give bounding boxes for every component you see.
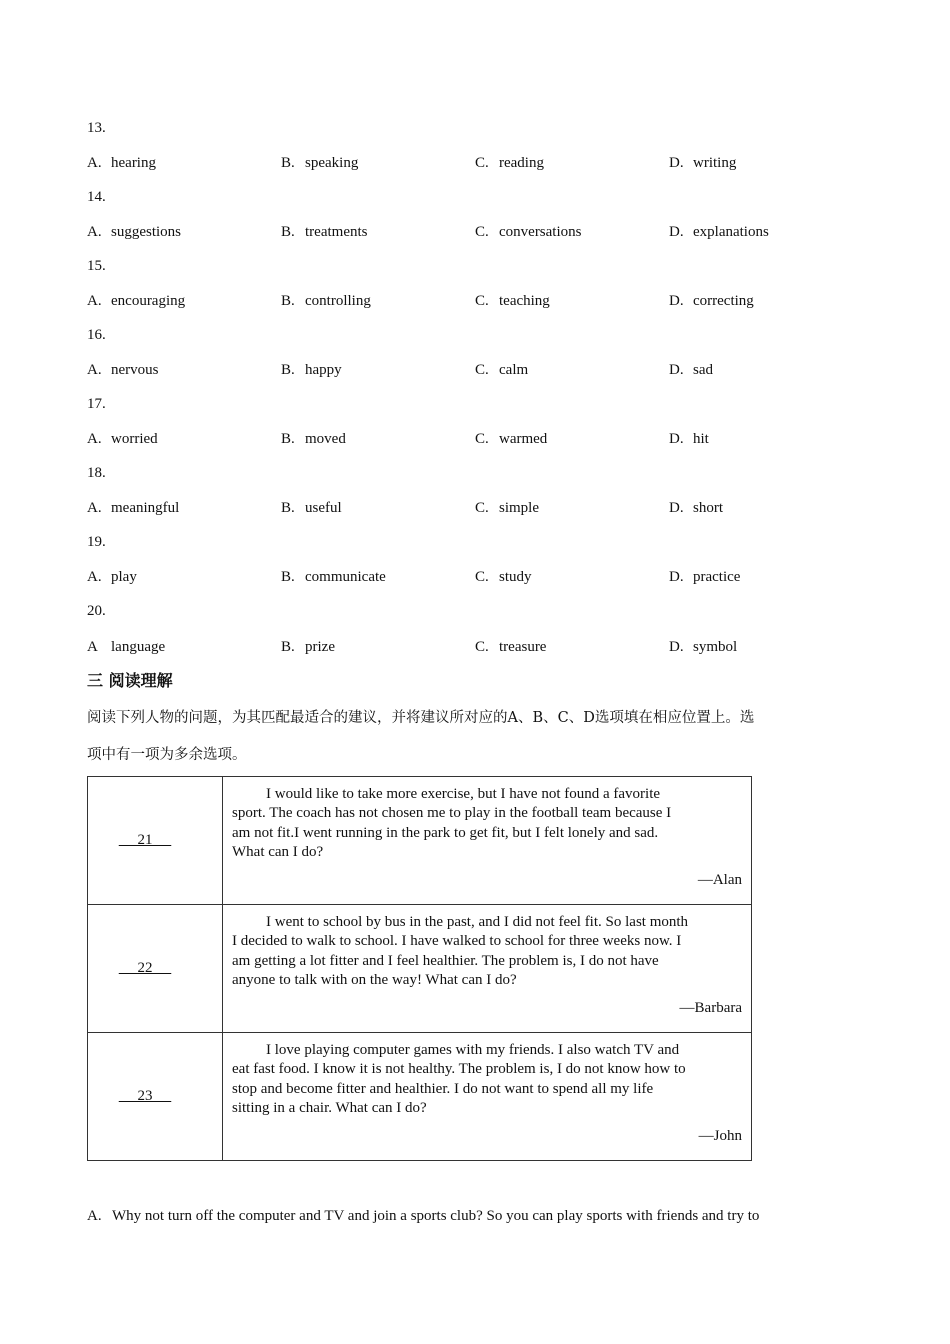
option-letter: A. [87, 500, 102, 516]
instruction-line-2: 项中有一项为多余选项。 [87, 747, 247, 763]
answer-blank[interactable]: 23 [137, 1088, 153, 1104]
option-text: explanations [693, 224, 769, 240]
option-letter: D. [669, 224, 684, 240]
text-line: I would like to take more exercise, but I have not found a favorite [266, 786, 661, 802]
option-text: practice [693, 569, 741, 585]
option [87, 361, 159, 379]
option [87, 292, 185, 310]
option-text: moved [305, 431, 346, 447]
option-letter: D. [669, 155, 684, 171]
option [475, 568, 532, 586]
matching-table [87, 776, 752, 1161]
option [281, 638, 335, 656]
option [669, 430, 709, 448]
option [87, 154, 156, 172]
option-text: short [693, 500, 723, 516]
option-letter: A. [87, 224, 102, 240]
answer-blank[interactable]: 21 [137, 832, 153, 848]
signature: —Alan [697, 871, 742, 888]
text-line: sport. The coach has not chosen me to play in the football team because I [232, 805, 672, 822]
text-line: eat fast food. I know it is not healthy. The problem is, I do not know how to [232, 1061, 686, 1078]
option-text: writing [693, 155, 737, 171]
option-letter: D. [669, 431, 684, 447]
question-number: 16. [87, 327, 106, 343]
option-text: study [499, 569, 532, 585]
option [87, 223, 181, 241]
option [669, 154, 736, 172]
option [281, 499, 342, 517]
option-letter: C. [475, 293, 489, 309]
option [281, 361, 342, 379]
option-letter: B. [281, 293, 295, 309]
text-line: stop and become fitter and healthier. I do not want to spend all my life [232, 1080, 654, 1097]
option-text: hit [693, 431, 709, 447]
option [669, 499, 723, 517]
option-letter: A. [87, 431, 102, 447]
option-text: speaking [305, 155, 359, 171]
option-letter: C. [475, 431, 489, 447]
option-letter: C. [475, 362, 489, 378]
option-letter: B. [281, 362, 295, 378]
option-letter: A. [87, 293, 102, 309]
option [475, 292, 550, 310]
option-text: treasure [499, 639, 547, 655]
problem-cell [223, 1033, 752, 1161]
answer-cell [88, 1033, 223, 1161]
option-letter: C. [475, 224, 489, 240]
option [669, 292, 754, 310]
option-letter: A [87, 639, 98, 655]
option-letter: A. [87, 569, 102, 585]
problem-cell [223, 777, 752, 905]
option [475, 223, 581, 241]
option [475, 638, 546, 656]
table-row [88, 777, 752, 905]
option-text: communicate [305, 569, 386, 585]
option [281, 223, 367, 241]
option [87, 430, 158, 448]
text-line: am not fit.I went running in the park to get fit, but I felt lonely and sad. [232, 824, 659, 841]
option [669, 223, 769, 241]
option [475, 154, 544, 172]
option-text: language [111, 639, 166, 655]
option-text: happy [305, 362, 342, 378]
option [87, 499, 179, 517]
option [475, 499, 539, 517]
option [475, 430, 547, 448]
option-text: warmed [499, 431, 548, 447]
option [669, 361, 713, 379]
text-line: sitting in a chair. What can I do? [232, 1100, 427, 1117]
option-text: hearing [111, 155, 156, 171]
option [669, 568, 740, 586]
instruction-line-1: 阅读下列人物的问题，为其匹配最适合的建议，并将建议所对应的A、B、C、D选项填在相应位置上。选 [87, 710, 755, 726]
option-letter: B. [281, 155, 295, 171]
option-letter: C. [475, 569, 489, 585]
question-number: 14. [87, 189, 106, 205]
option-text: conversations [499, 224, 582, 240]
option-text: sad [693, 362, 713, 378]
answer-cell [88, 777, 223, 905]
text-line: am getting a lot fitter and I feel healthier. The problem is, I do not have [232, 952, 659, 969]
signature: —Barbara [679, 999, 742, 1016]
option-text: suggestions [111, 224, 182, 240]
option-letter: B. [281, 500, 295, 516]
option-text: prize [305, 639, 335, 655]
question-number: 18. [87, 465, 106, 481]
question-number: 15. [87, 258, 106, 274]
answer-blank[interactable]: 22 [137, 960, 153, 976]
option-text: Why not turn off the computer and TV and join a sports club? So you can play sports with friends and try to [112, 1208, 760, 1224]
option [87, 568, 137, 586]
option-text: controlling [305, 293, 371, 309]
option-text: meaningful [111, 500, 180, 516]
option-text: useful [305, 500, 342, 516]
option-letter: A. [87, 1208, 102, 1224]
option-letter: B. [281, 431, 295, 447]
option [281, 568, 386, 586]
problem-cell [223, 905, 752, 1033]
section-heading: 三 阅读理解 [87, 671, 173, 690]
signature: —John [698, 1127, 742, 1144]
option [281, 430, 346, 448]
text-line: anyone to talk with on the way! What can I do? [232, 972, 517, 989]
text-line: I went to school by bus in the past, and I did not feel fit. So last month [266, 914, 689, 930]
text-line: What can I do? [232, 844, 324, 861]
option-text: worried [111, 431, 158, 447]
option-text: symbol [693, 639, 738, 655]
question-number: 17. [87, 396, 106, 412]
option-letter: C. [475, 639, 489, 655]
table-row [88, 1033, 752, 1161]
option-text: calm [499, 362, 529, 378]
option-letter: D. [669, 569, 684, 585]
option-letter: D. [669, 362, 684, 378]
option [669, 638, 737, 656]
table-row [88, 905, 752, 1033]
option-text: play [111, 569, 137, 585]
option-text: correcting [693, 293, 754, 309]
option-letter: B. [281, 639, 295, 655]
question-number: 20. [87, 603, 106, 619]
option [281, 154, 358, 172]
answer-cell [88, 905, 223, 1033]
option-text: teaching [499, 293, 550, 309]
question-number: 13. [87, 120, 106, 136]
option-letter: D. [669, 293, 684, 309]
option-letter: C. [475, 155, 489, 171]
option-letter: C. [475, 500, 489, 516]
option-letter: D. [669, 500, 684, 516]
option-text: simple [499, 500, 539, 516]
option-letter: A. [87, 155, 102, 171]
option-letter: A. [87, 362, 102, 378]
option [87, 638, 165, 656]
option-letter: B. [281, 569, 295, 585]
option-text: nervous [111, 362, 159, 378]
question-number: 19. [87, 534, 106, 550]
advice-option-a [87, 1207, 759, 1225]
option-letter: B. [281, 224, 295, 240]
text-line: I decided to walk to school. I have walked to school for three weeks now. I [232, 933, 682, 950]
option [281, 292, 371, 310]
option [475, 361, 528, 379]
option-text: treatments [305, 224, 368, 240]
option-text: reading [499, 155, 544, 171]
option-letter: D. [669, 639, 684, 655]
option-text: encouraging [111, 293, 186, 309]
text-line: I love playing computer games with my friends. I also watch TV and [266, 1042, 680, 1058]
